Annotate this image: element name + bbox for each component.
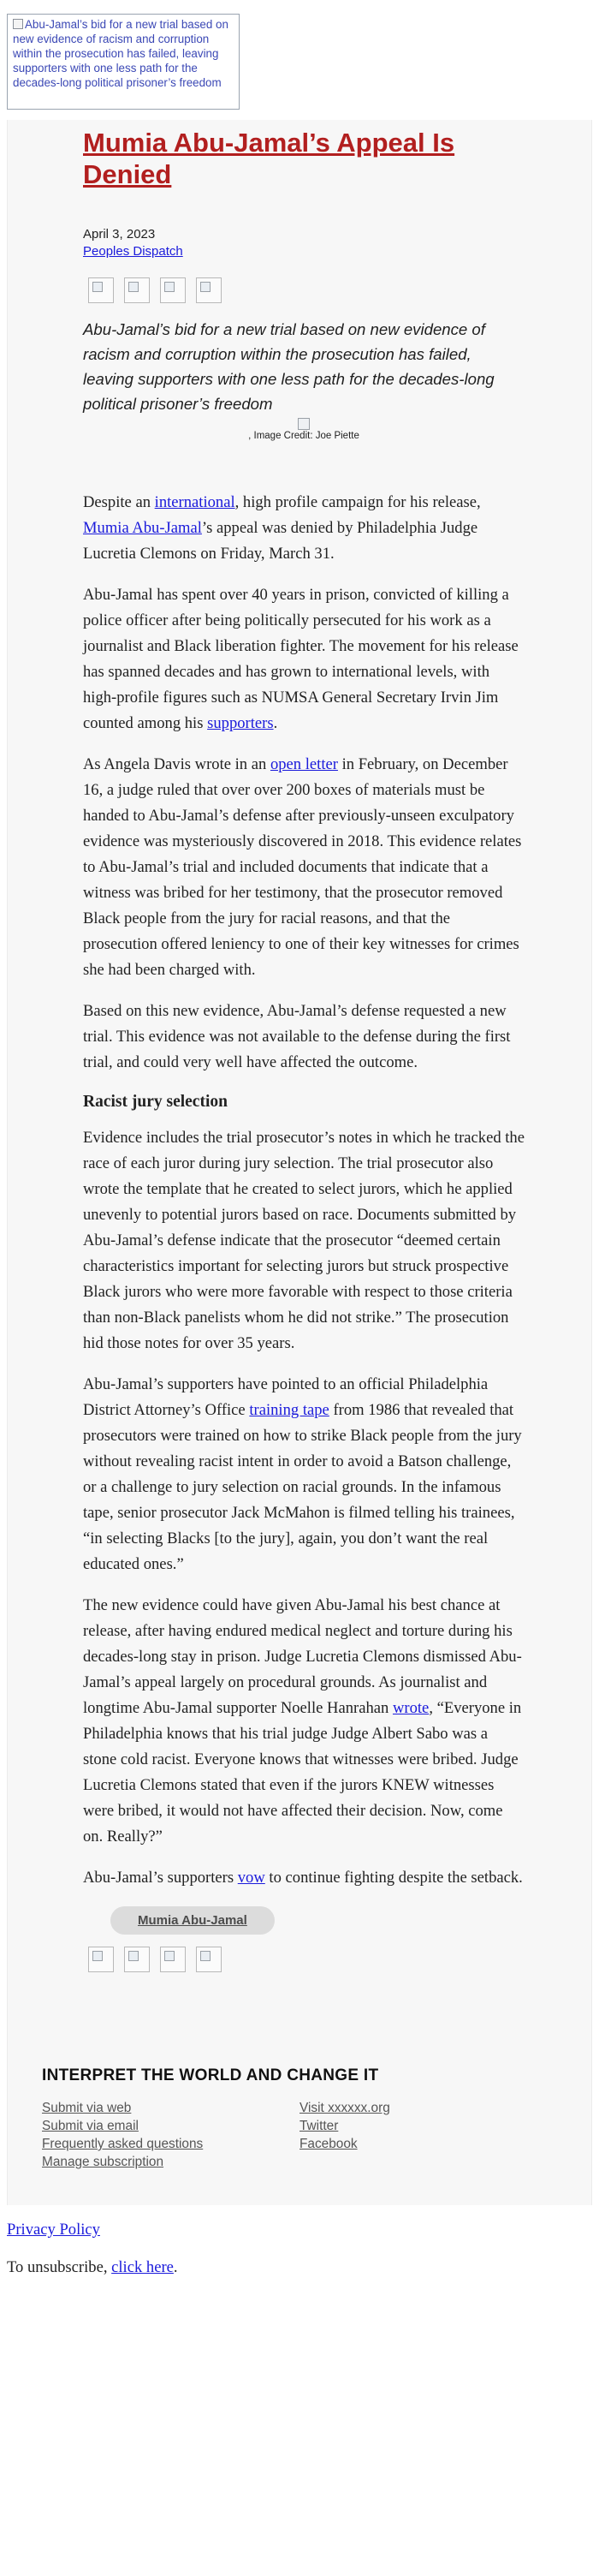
submit-via-web-link[interactable]: Submit via web <box>42 2101 132 2115</box>
twitter-link[interactable]: Twitter <box>300 2119 339 2133</box>
footer-links-left <box>42 2099 300 2171</box>
link-supporters[interactable]: supporters <box>207 714 274 732</box>
manage-subscription-link[interactable]: Manage subscription <box>42 2155 164 2169</box>
broken-image-icon <box>298 418 310 430</box>
link-international[interactable]: international <box>154 493 235 511</box>
article-body <box>83 490 525 1891</box>
article-panel <box>7 120 592 2205</box>
bottom-links <box>0 2219 599 2279</box>
footer-title: INTERPRET THE WORLD AND CHANGE IT <box>42 2066 379 2084</box>
share-buttons-bottom <box>88 1947 525 1972</box>
image-credit-text: , Image Credit: Joe Piette <box>248 431 359 441</box>
share-email-icon[interactable] <box>196 277 222 303</box>
banner-image <box>7 14 240 110</box>
privacy-policy-link[interactable]: Privacy Policy <box>7 2221 100 2239</box>
faq-link[interactable]: Frequently asked questions <box>42 2137 204 2151</box>
tag-list <box>110 1906 525 1935</box>
share-linkedin-icon[interactable] <box>160 1947 186 1972</box>
article-title[interactable]: Mumia Abu-Jamal’s Appeal Is Denied <box>83 128 455 189</box>
image-credit <box>83 418 525 442</box>
submit-via-email-link[interactable]: Submit via email <box>42 2119 139 2133</box>
article-source-link[interactable]: Peoples Dispatch <box>83 244 183 259</box>
share-twitter-icon[interactable] <box>124 277 150 303</box>
broken-image-icon <box>13 19 23 29</box>
article-subtitle: Abu-Jamal’s bid for a new trial based on new evidence of racism and corruption within the prosecution has failed, leaving supporters with one less path for the decades-long political prisoner’s freedom <box>83 320 495 413</box>
tag-mumia-abu-jamal[interactable]: Mumia Abu-Jamal <box>110 1906 275 1935</box>
section-heading: Racist jury selection <box>83 1093 228 1111</box>
paragraph: Abu-Jamal’s supporters have pointed to an official Philadelphia District Attorney’s Office training tape from 1986 that revealed that prosecutors were trained on how to strike Black people from the jury without revealing racist intent in order to avoid a Batson challenge, or a challenge to jury selection on racial grounds. In the infamous tape, senior prosecutor Jack McMahon is filmed telling his trainees, “in selecting Blacks [to the jury], again, you don’t want the real educated ones.” <box>83 1375 522 1573</box>
paragraph: As Angela Davis wrote in an open letter in February, on December 16, a judge ruled that over over 200 boxes of materials must be handed to Abu-Jamal’s defense after previously-unseen exculpatory evidence was mysteriously discovered in 2018. This evidence relates to Abu-Jamal’s trial and included documents that indicate that a witness was bribed for her testimony, that the prosecutor removed Black people from the jury for racial reasons, and that the prosecution offered leniency to one of their key witnesses for crimes she had been charged with. <box>83 755 522 979</box>
footer-links <box>42 2099 557 2171</box>
paragraph: Despite an international, high profile campaign for his release, Mumia Abu-Jamal’s appeal was denied by Philadelphia Judge Lucretia Clemons on Friday, March 31. <box>83 493 481 563</box>
article-date: April 3, 2023 <box>83 227 156 242</box>
link-wrote[interactable]: wrote <box>392 1699 430 1717</box>
share-twitter-icon[interactable] <box>124 1947 150 1972</box>
share-linkedin-icon[interactable] <box>160 277 186 303</box>
share-facebook-icon[interactable] <box>88 1947 114 1972</box>
banner-alt-text: Abu-Jamal’s bid for a new trial based on new evidence of racism and corruption within the prosecution has failed, leaving supporters with one less path for the decades-long political prisoner’s freedom <box>13 18 228 89</box>
article-meta <box>83 226 525 260</box>
paragraph: Abu-Jamal has spent over 40 years in prison, convicted of killing a police officer after being politically persecuted for his work as a journalist and Black liberation fighter. The movement for his release has spanned decades and has grown to international levels, with high-profile figures such as NUMSA General Secretary Irvin Jim counted among his supporters. <box>83 586 519 732</box>
share-email-icon[interactable] <box>196 1947 222 1972</box>
paragraph: Based on this new evidence, Abu-Jamal’s defense requested a new trial. This evidence was not available to the defense during the first trial, and could very well have affected the outcome. <box>83 1002 511 1071</box>
visit-site-link[interactable]: Visit xxxxxx.org <box>300 2101 390 2115</box>
share-facebook-icon[interactable] <box>88 277 114 303</box>
footer <box>8 2066 591 2171</box>
link-mumia-abu-jamal[interactable]: Mumia Abu-Jamal <box>83 519 202 537</box>
paragraph: The new evidence could have given Abu-Jamal his best chance at release, after having endured medical neglect and torture during his decades-long stay in prison. Judge Lucretia Clemons dismissed Abu-Jamal’s appeal largely on procedural grounds. As journalist and longtime Abu-Jamal supporter Noelle Hanrahan wrote, “Everyone in Philadelphia knows that his trial judge Judge Albert Sabo was a stone cold racist. Everyone knows that witnesses were bribed. Judge Lucretia Clemons stated that even if the jurors KNEW witnesses were bribed, it would not have affected their decision. Now, come on. Really?” <box>83 1596 522 1846</box>
link-vow[interactable]: vow <box>237 1869 265 1887</box>
unsubscribe-line: To unsubscribe, click here. <box>7 2258 178 2276</box>
article-content <box>8 120 591 1972</box>
footer-links-right <box>300 2099 557 2171</box>
link-open-letter[interactable]: open letter <box>270 755 338 773</box>
paragraph: Evidence includes the trial prosecutor’s notes in which he tracked the race of each juror during jury selection. The trial prosecutor also wrote the template that he created to select jurors, which he applied unevenly to potential jurors based on race. Documents submitted by Abu-Jamal’s defense indicate that the prosecutor “deemed certain characteristics important for selecting jurors but struck prospective Black jurors who were more favorable with respect to those criteria than non-Black panelists whom he did not strike.” The prosecution hid those notes for over 35 years. <box>83 1129 525 1352</box>
link-training-tape[interactable]: training tape <box>249 1401 329 1419</box>
facebook-link[interactable]: Facebook <box>300 2137 358 2151</box>
share-buttons-top <box>88 277 525 303</box>
paragraph: Abu-Jamal’s supporters vow to continue fighting despite the setback. <box>83 1869 523 1887</box>
unsubscribe-link[interactable]: click here <box>111 2258 174 2276</box>
